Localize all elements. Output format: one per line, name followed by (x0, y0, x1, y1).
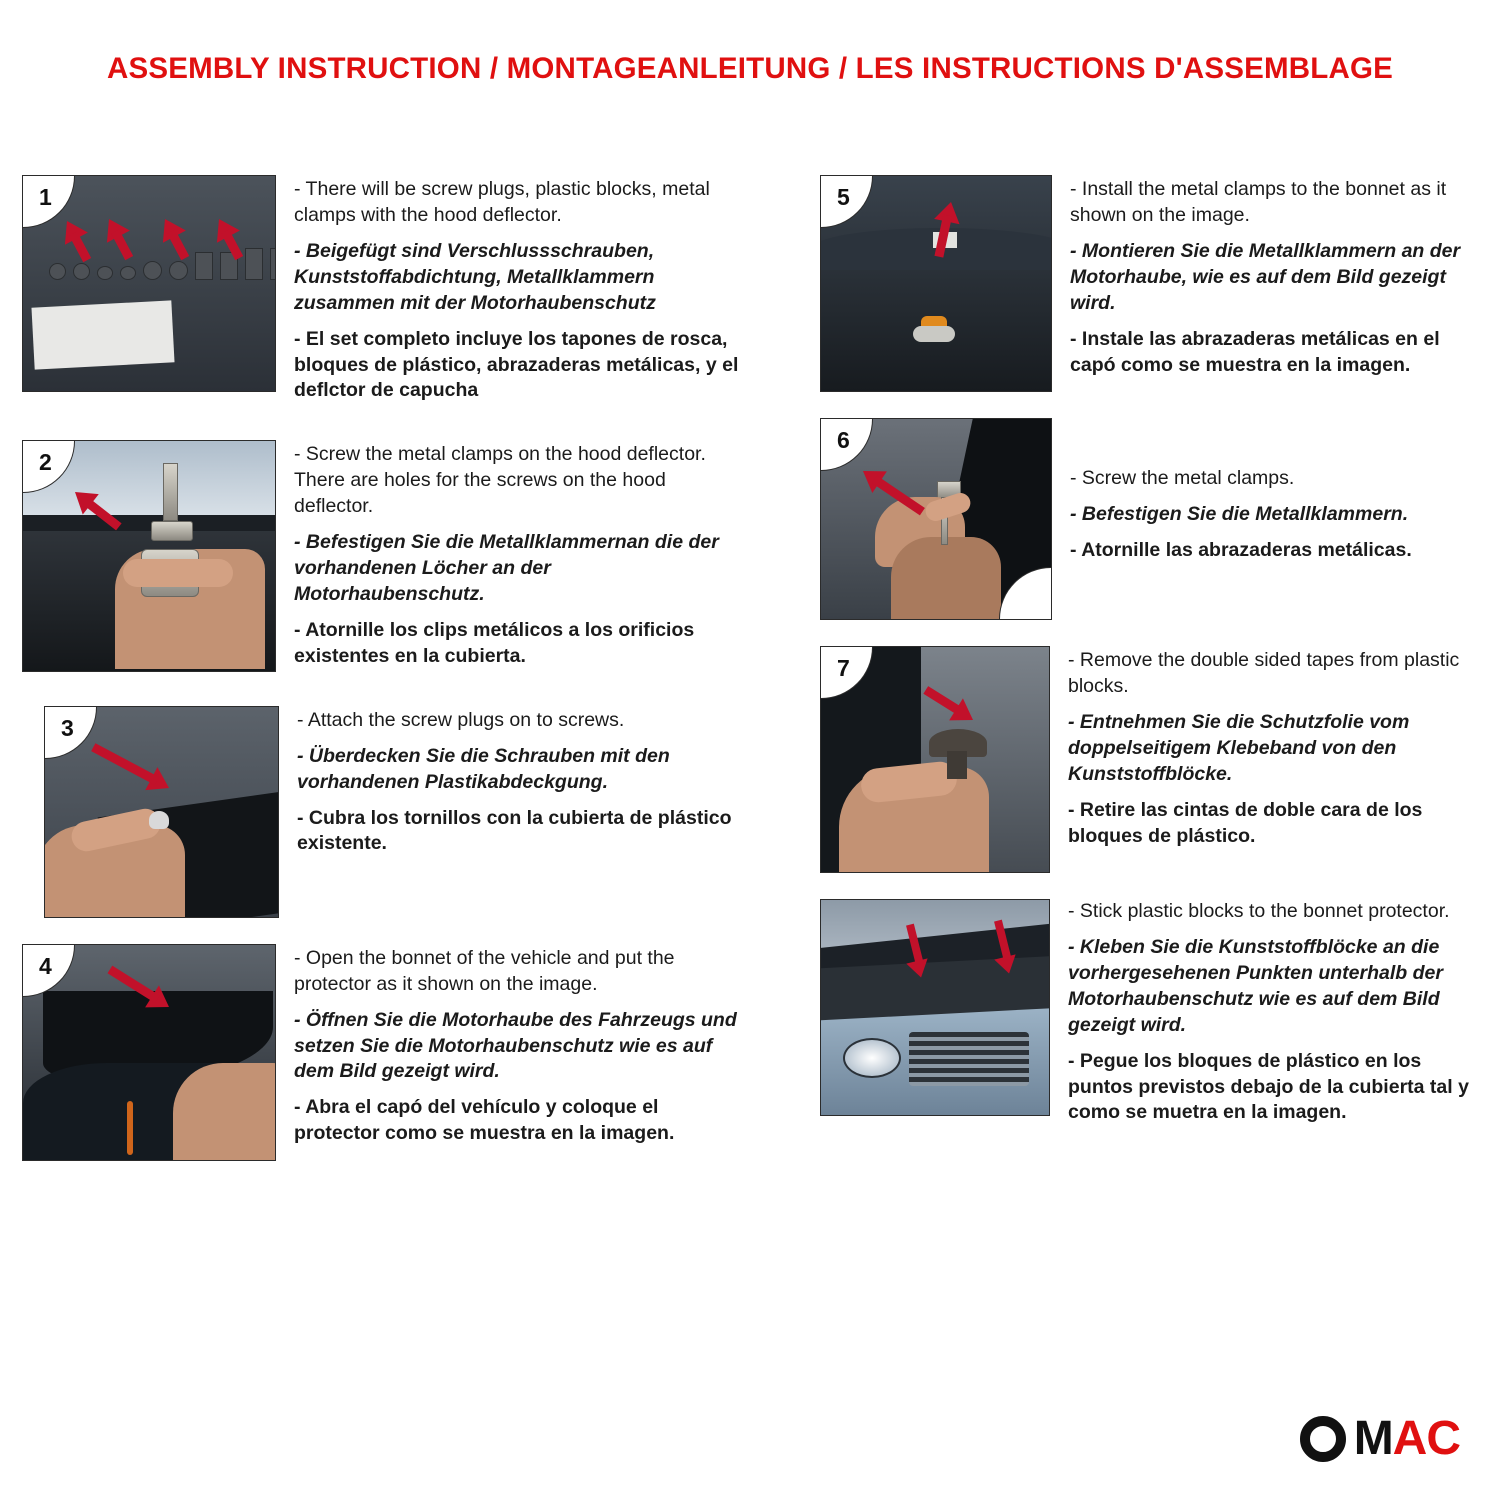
step-6-text (1052, 418, 1480, 574)
screw-plug (143, 261, 162, 280)
rubber-stop (913, 326, 955, 342)
step-1-photo (22, 175, 276, 392)
step-text-en: - There will be screw plugs, plastic blocks, metal clamps with the hood deflector. (294, 178, 710, 226)
finger (123, 559, 233, 587)
grille (909, 1032, 1029, 1086)
step-2-text (276, 440, 740, 679)
step-text-es: - Atornille los clips metálicos a los orificios existentes en la cubierta. (294, 618, 695, 667)
plastic-block-stem (947, 751, 967, 779)
logo-text-ac: AC (1392, 1412, 1460, 1465)
step-text-en: - Screw the metal clamps. (1070, 467, 1295, 489)
step-text-de: - Befestigen Sie die Metallklammern. (1070, 502, 1409, 525)
step-text-de: - Öffnen Sie die Motorhaube des Fahrzeugs und setzen Sie die Motorhaubenschutz wie es auf dem Bild gezeigt wird. (294, 1008, 737, 1083)
step-4-photo (22, 944, 276, 1161)
step-text-de: - Überdecken Sie die Schrauben mit den vorhandenen Plastikabdeckgung. (297, 744, 670, 793)
step-text-en: - Stick plastic blocks to the bonnet protector. (1068, 900, 1450, 922)
step-number: 7 (837, 655, 850, 681)
step-5-photo (820, 175, 1052, 392)
step-text-en: - Attach the screw plugs on to screws. (297, 708, 625, 731)
step-2-photo (22, 440, 276, 672)
step-number: 3 (61, 714, 74, 741)
step-1-text (276, 175, 740, 414)
step-5-text (1052, 175, 1480, 388)
step-number: 6 (837, 427, 850, 453)
logo-text-m: M (1353, 1412, 1393, 1465)
step-text-de: - Befestigen Sie die Metallklammernan die der vorhandenen Löcher an der Motorhaubenschutz. (294, 531, 719, 605)
right-column (750, 175, 1500, 1187)
hand-right (891, 537, 1001, 620)
step-4 (22, 944, 740, 1161)
step-3-photo (44, 706, 279, 918)
brand-logo (1300, 1411, 1460, 1466)
step-6-photo (820, 418, 1052, 620)
screw-plug (169, 261, 188, 280)
metal-clamp (195, 252, 213, 280)
step-number: 1 (39, 184, 52, 210)
paper-sheet (31, 300, 174, 369)
left-column (0, 175, 750, 1187)
step-text-en: - Open the bonnet of the vehicle and put the protector as it shown on the image. (294, 946, 675, 995)
step-text-es: - Abra el capó del vehículo y coloque el protector como se muestra en la imagen. (294, 1096, 675, 1145)
step-text-es: - Atornille las abrazaderas metálicas. (1070, 538, 1412, 561)
hood-edge (23, 515, 275, 531)
step-6 (820, 418, 1480, 620)
step-text-es: - Cubra los tornillos con la cubierta de plástico existente. (297, 806, 732, 855)
step-text-en: - Screw the metal clamps on the hood deflector. There are holes for the screws on the hood deflector. (294, 443, 706, 518)
step-text-es: - Pegue los bloques de plástico en los puntos previstos debajo de la cubierta tal y como se muetra en la imagen. (1068, 1049, 1469, 1124)
step-text-es: - Instale las abrazaderas metálicas en el capó como se muestra en la imagen. (1070, 327, 1440, 376)
page-title: ASSEMBLY INSTRUCTION / MONTAGEANLEITUNG / LES INSTRUCTIONS D'ASSEMBLAGE (107, 52, 1393, 85)
step-8-photo (820, 899, 1050, 1116)
step-5 (820, 175, 1480, 392)
step-text-en: - Install the metal clamps to the bonnet as it shown on the image. (1070, 178, 1447, 226)
screwdriver (163, 463, 178, 521)
step-4-text (276, 944, 740, 1157)
step-number: 5 (837, 184, 850, 210)
screw (120, 266, 136, 280)
step-text-de: - Entnehmen Sie die Schutzfolie vom doppelseitigem Klebeband von den Kunststoffblöcke. (1068, 710, 1410, 785)
step-text-de: - Montieren Sie die Metallklammern an der Motorhaube, wie es auf dem Bild gezeigt wird. (1070, 239, 1461, 314)
screw-plug (49, 263, 66, 280)
step-8 (820, 899, 1480, 1136)
step-text-es: - El set completo incluye los tapones de rosca, bloques de plástico, abrazaderas metálicas, y el deflctor de capucha (294, 327, 739, 402)
headlight (843, 1038, 901, 1078)
step-text-es: - Retire las cintas de doble cara de los bloques de plástico. (1068, 798, 1423, 847)
step-3 (22, 706, 740, 918)
step-2 (22, 440, 740, 679)
hand (173, 1063, 276, 1161)
step-7-text (1050, 646, 1480, 859)
step-8-text (1050, 899, 1480, 1136)
step-number: 2 (39, 449, 52, 476)
step-text-en: - Remove the double sided tapes from plastic blocks. (1068, 649, 1460, 697)
step-1 (22, 175, 740, 414)
metal-clamp (151, 521, 193, 541)
step-text-de: - Kleben Sie die Kunststoffblöcke an die vorhergesehenen Punkten unterhalb der Motorhaubenschutz wie es auf dem Bild gezeigt wird. (1068, 935, 1443, 1036)
steps-columns (0, 175, 1500, 1187)
support-rod (127, 1101, 133, 1155)
screw (97, 266, 113, 280)
step-3-text (279, 706, 740, 868)
plastic-block (270, 248, 276, 280)
logo-o-icon (1300, 1416, 1346, 1462)
step-text-de: - Beigefügt sind Verschlussschrauben, Kunststoffabdichtung, Metallklammern zusammen mit der Motorhaubenschutz (294, 239, 656, 314)
screw-plug (149, 811, 169, 829)
step-7 (820, 646, 1480, 873)
step-7-photo (820, 646, 1050, 873)
step-number: 4 (39, 952, 52, 979)
